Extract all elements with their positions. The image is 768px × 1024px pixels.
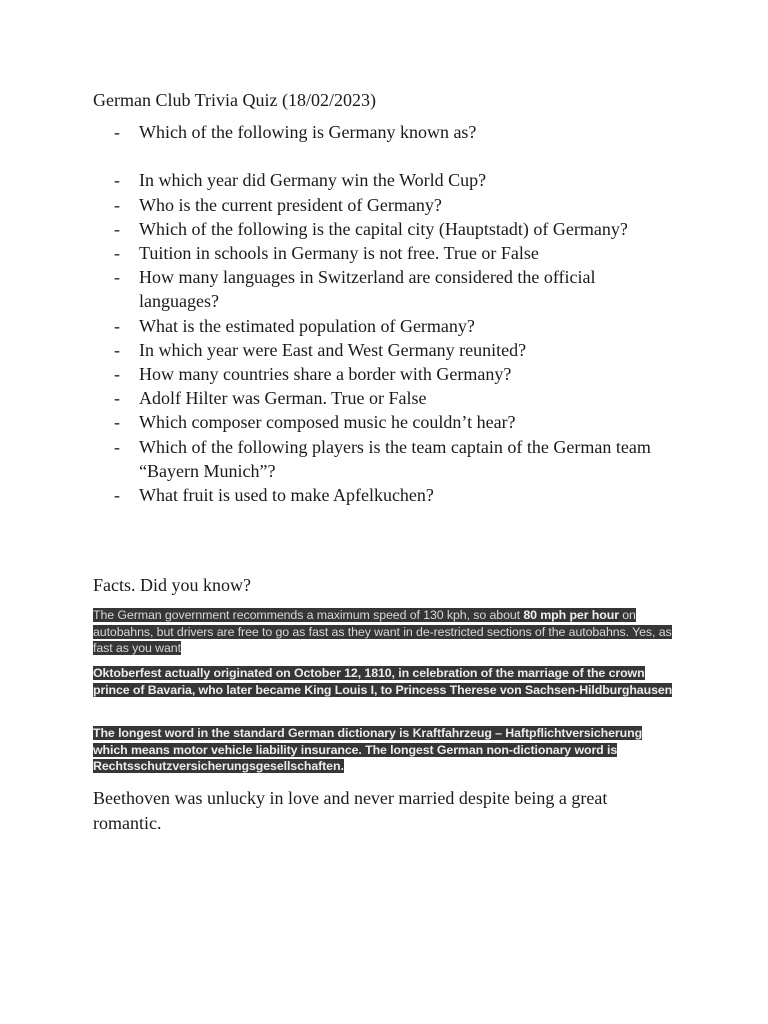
bullet-dash: - xyxy=(114,218,120,239)
question-item xyxy=(114,241,674,265)
question-item xyxy=(114,314,674,338)
bullet-dash: - xyxy=(114,339,120,360)
question-item xyxy=(114,483,674,507)
question-text: In which year did Germany win the World Cup? xyxy=(139,170,487,191)
question-item xyxy=(114,362,674,386)
question-item xyxy=(114,168,674,192)
question-item xyxy=(114,193,674,217)
question-text: Tuition in schools in Germany is not free. True or False xyxy=(139,243,539,263)
question-item xyxy=(114,386,674,410)
question-text: In which year were East and West Germany reunited? xyxy=(139,339,527,360)
fact-text-end: on autobahns, but drivers are free to go as fast as they want in de-restricted sections of the autobahns. Yes, as fast as you want xyxy=(93,608,672,655)
fact-oktoberfest xyxy=(93,665,673,698)
fact-bold-text: 80 mph per hour xyxy=(523,608,619,622)
bullet-dash: - xyxy=(114,388,120,409)
bullet-dash: - xyxy=(114,364,120,385)
question-text: How many countries share a border with Germany? xyxy=(139,364,512,385)
bullet-dash: - xyxy=(114,315,120,336)
question-text: Adolf Hilter was German. True or False xyxy=(139,388,427,409)
bullet-dash: - xyxy=(114,267,120,288)
bullet-dash: - xyxy=(114,170,120,191)
question-text: Who is the current president of Germany? xyxy=(139,194,442,215)
question-item xyxy=(114,435,674,483)
question-item xyxy=(114,265,674,313)
question-item xyxy=(114,338,674,362)
highlighted-text xyxy=(93,608,672,655)
question-list xyxy=(114,120,674,507)
closing-fact: Beethoven was unlucky in love and never married despite being a great romantic. xyxy=(93,788,608,833)
question-item xyxy=(114,410,674,434)
bullet-dash: - xyxy=(114,243,120,263)
bullet-dash: - xyxy=(114,485,120,506)
question-text: Which composer composed music he couldn’t hear? xyxy=(139,412,516,433)
bullet-dash: - xyxy=(114,122,120,142)
fact-longest-word xyxy=(93,725,673,775)
highlighted-text: Oktoberfest actually originated on October 12, 1810, in celebration of the marriage of the crown prince of Bavaria, who later became King Louis I, to Princess Therese von Sachsen-Hildburghausen xyxy=(93,666,673,697)
facts-heading: Facts. Did you know? xyxy=(93,575,251,595)
question-text: Which of the following players is the team captain of the German team “Bayern Munich”? xyxy=(139,436,651,481)
question-item xyxy=(114,120,674,144)
question-text: What is the estimated population of Germany? xyxy=(139,315,475,336)
question-item xyxy=(114,217,674,241)
question-text: What fruit is used to make Apfelkuchen? xyxy=(139,485,434,506)
question-text: Which of the following is the capital city (Hauptstadt) of Germany? xyxy=(139,218,628,239)
bullet-dash: - xyxy=(114,412,120,433)
highlighted-text: The longest word in the standard German dictionary is Kraftfahrzeug – Haftpflichtversicherung which means motor vehicle liability insurance. The longest German non-dictionary word is Rechtsschutzversicherungsgesellschaften. xyxy=(93,726,643,773)
quiz-title: German Club Trivia Quiz (18/02/2023) xyxy=(93,90,376,110)
question-text: How many languages in Switzerland are considered the official languages? xyxy=(139,267,596,312)
fact-speed-limit xyxy=(93,607,673,657)
bullet-dash: - xyxy=(114,436,120,457)
question-text: Which of the following is Germany known as? xyxy=(139,122,477,142)
fact-text-start: The German government recommends a maximum speed of 130 kph, so about xyxy=(93,608,524,622)
bullet-dash: - xyxy=(114,194,120,215)
